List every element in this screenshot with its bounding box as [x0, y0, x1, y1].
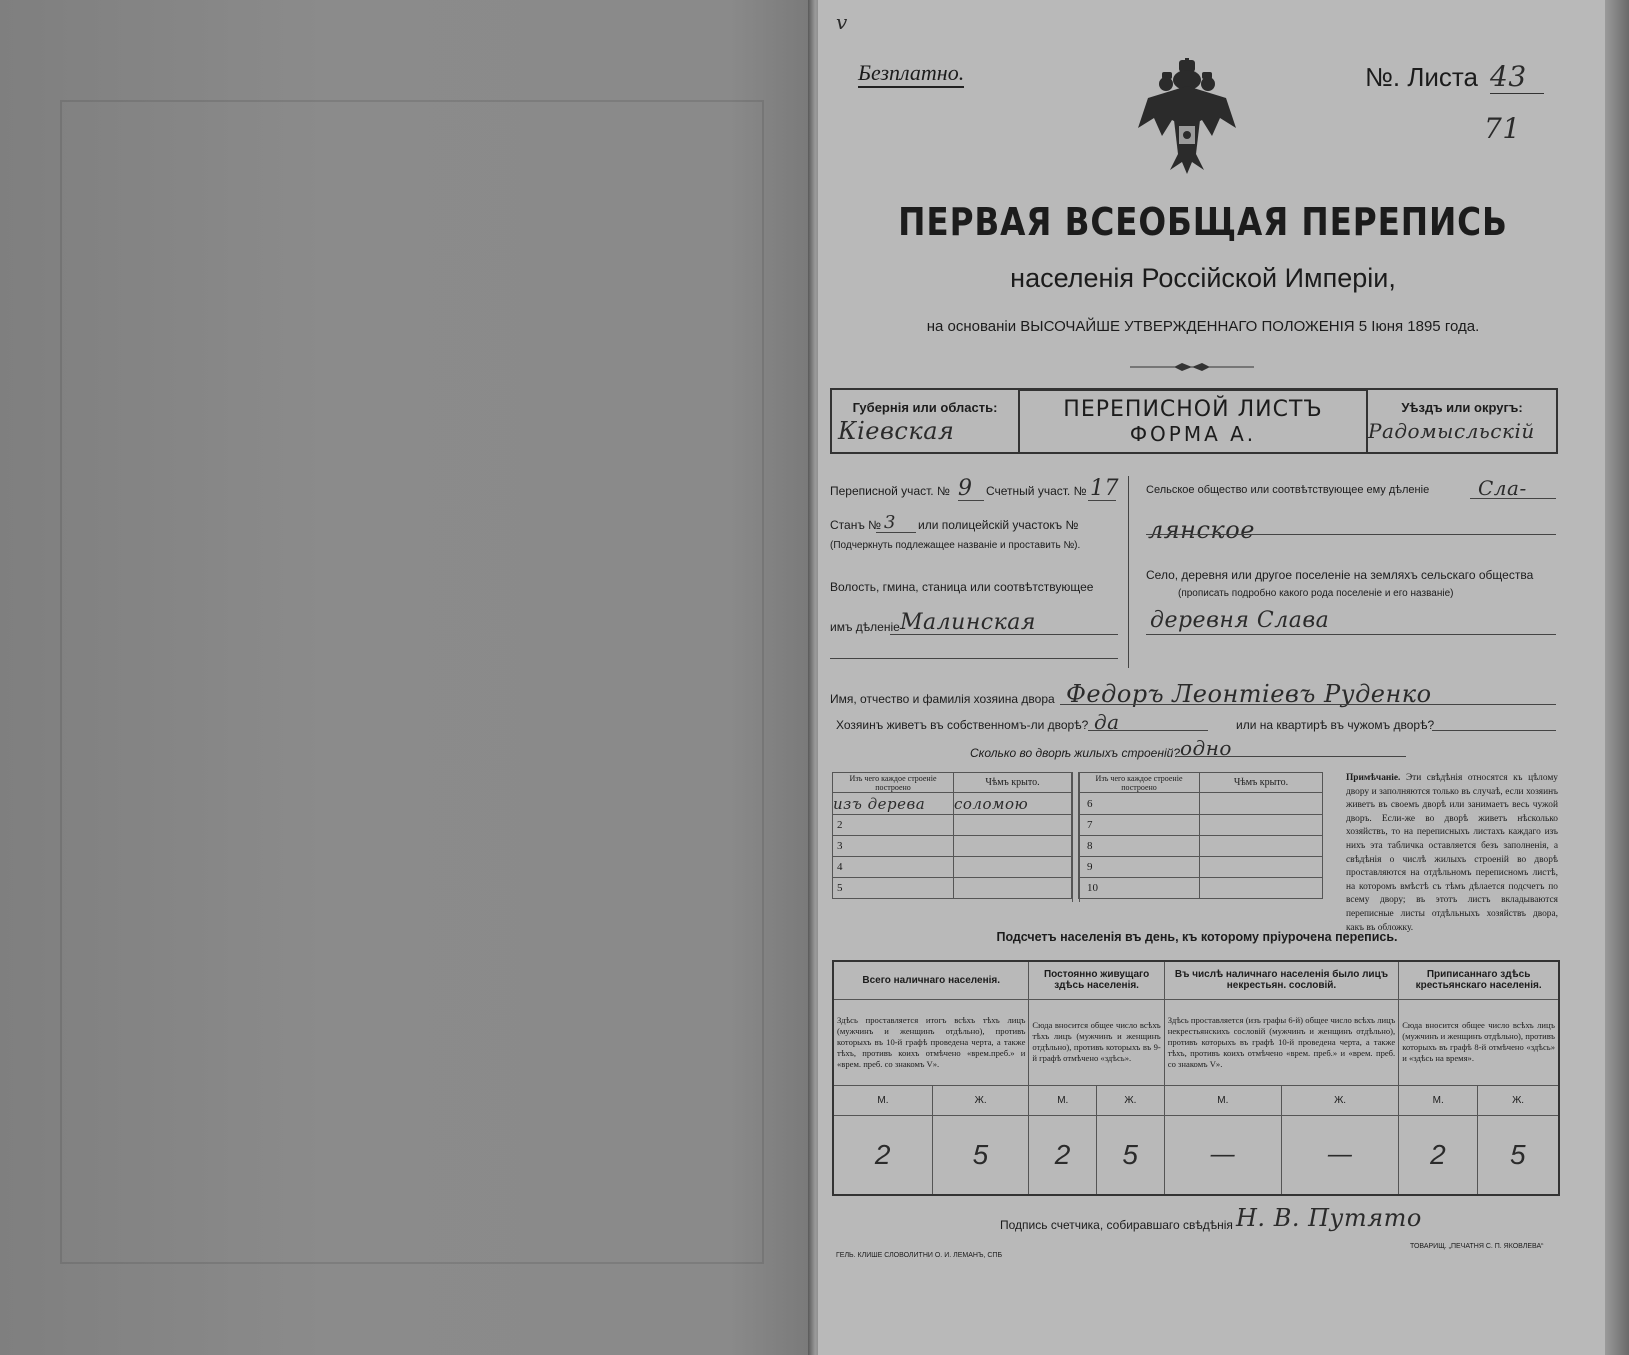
- census-value: —: [1281, 1115, 1398, 1195]
- signature-label: Подпись счетчика, собиравшаго свѣдѣнія: [1000, 1218, 1233, 1232]
- sheet-number-extra: 71: [1484, 112, 1521, 145]
- obshchestvo-value-1: Сла-: [1478, 476, 1527, 500]
- census-value: 5: [1097, 1115, 1165, 1195]
- note-block: [1346, 772, 1558, 935]
- table-cell: 6: [1079, 793, 1200, 815]
- volost-label-2: имъ дѣленіе: [830, 620, 900, 634]
- note-title: Примѣчаніе.: [1346, 773, 1401, 783]
- form-letter: ФОРМА А.: [1129, 422, 1257, 446]
- volost-value: Малинская: [900, 610, 1036, 635]
- imperial-eagle-icon: [1132, 58, 1242, 176]
- gubernia-box: [830, 388, 1020, 454]
- owner-name-label: Имя, отчество и фамилія хозяина двора: [830, 692, 1055, 706]
- sheet-number-label: №. Листа: [1365, 62, 1479, 92]
- footer-right: ТОВАРИЩ. „ПЕЧАТНЯ С. П. ЯКОВЛЕВА“: [1410, 1243, 1544, 1250]
- zh-label: Ж.: [932, 1085, 1029, 1115]
- zh-label: Ж.: [1097, 1085, 1165, 1115]
- form-divider: [1128, 476, 1129, 668]
- police-label: или полицейскій участокъ №: [918, 518, 1079, 532]
- uchastok-value: 9: [958, 476, 973, 501]
- table-cell: 5: [833, 878, 954, 899]
- census-header-4: Приписаннаго здѣсь крестьянскаго населенія.: [1399, 961, 1559, 999]
- legal-basis: на основаніи ВЫСОЧАЙШЕ УТВЕРЖДЕННАГО ПОЛОЖЕНІЯ 5 Іюня 1895 года.: [926, 318, 1480, 335]
- uezd-value: Радомысльскій: [1368, 419, 1535, 443]
- table-cell: соломою: [954, 793, 1072, 815]
- form-subtitle: населенія Россійской Имперіи,: [1010, 263, 1396, 293]
- table-cell: изъ дерева: [833, 793, 954, 815]
- census-header-2: Постоянно живущаго здѣсь населенія.: [1029, 961, 1164, 999]
- form-type-box: [1018, 388, 1368, 454]
- stan-value: 3: [884, 512, 896, 533]
- census-desc-1: Здѣсь проставляется итогъ всѣхъ тѣхъ лицъ (мужчинъ и женщинъ отдѣльно), противъ которыхъ въ 10-й графѣ проведена черта, а также тѣхъ, противъ коихъ отмѣчено «врем.преб.» и «врем. преб. со знакомъ V».: [833, 999, 1029, 1085]
- ornament-divider: [1130, 362, 1254, 372]
- obshchestvo-value-2: лянское: [1148, 516, 1255, 544]
- buildings-value: одно: [1180, 736, 1232, 760]
- apartment-label: или на квартирѣ въ чужомъ дворѣ?: [1236, 718, 1435, 732]
- table-cell: 7: [1079, 815, 1200, 836]
- table-cell: 8: [1079, 836, 1200, 857]
- m-label: М.: [833, 1085, 932, 1115]
- census-value: 5: [1478, 1115, 1559, 1195]
- owner-name-value: Федоръ Леонтіевъ Руденко: [1066, 680, 1432, 708]
- selo-value: деревня Слава: [1150, 608, 1330, 633]
- selo-label: Село, деревня или другое поселеніе на земляхъ сельскаго общества: [1146, 568, 1534, 582]
- census-desc-2: Сюда вносится общее число всѣхъ тѣхъ лицъ (мужчинъ и женщинъ отдѣльно), противъ которыхъ въ 9-й графѣ отмѣчено «здѣсь».: [1029, 999, 1164, 1085]
- left-page: [0, 0, 810, 1355]
- table-cell: 2: [833, 815, 954, 836]
- page-edge: [1605, 0, 1629, 1355]
- census-value: 2: [1029, 1115, 1097, 1195]
- uchastok-label: Переписной участ. №: [830, 484, 950, 498]
- buildings-table-left: [832, 772, 1072, 899]
- bleed-through-form: [60, 100, 764, 1264]
- census-title: Подсчетъ населенія въ день, къ которому пріурочена перепись.: [996, 930, 1398, 944]
- buildings-label: Сколько во дворѣ жилыхъ строеній?: [970, 746, 1180, 760]
- selo-note: (прописать подробно какого рода поселеніе и его названіе): [1178, 588, 1454, 599]
- obshchestvo-label: Сельское общество или соотвѣтствующее ему дѣленіе: [1146, 484, 1430, 496]
- zh-label: Ж.: [1478, 1085, 1559, 1115]
- footer-left: ГЕЛЬ. КЛИШЕ СЛОВОЛИТНИ О. И. ЛЕМАНЪ, СПБ: [836, 1252, 1003, 1259]
- stan-label: Станъ №: [830, 518, 882, 532]
- census-value: 2: [1399, 1115, 1478, 1195]
- check-mark: v: [836, 10, 848, 34]
- census-header-3: Въ числѣ наличнаго населенія было лицъ некрестьян. сословій.: [1164, 961, 1398, 999]
- form-title: ПЕРВАЯ ВСЕОБЩАЯ ПЕРЕПИСЬ: [898, 200, 1508, 244]
- form-list-title: ПЕРЕПИСНОЙ ЛИСТЪ: [1063, 397, 1323, 422]
- gubernia-value: Кіевская: [838, 417, 955, 445]
- owner-lives-value: да: [1094, 710, 1120, 734]
- table-cell: 4: [833, 857, 954, 878]
- owner-lives-label: Хозяинъ живетъ въ собственномъ-ли дворѣ?: [836, 718, 1089, 732]
- m-label: М.: [1029, 1085, 1097, 1115]
- census-value: 2: [833, 1115, 932, 1195]
- census-table: [832, 960, 1560, 1196]
- col-material: Изъ чего каждое строеніе построено: [1079, 773, 1200, 793]
- stan-note: (Подчеркнуть подлежащее названіе и проставить №).: [830, 540, 1081, 551]
- census-value: —: [1164, 1115, 1281, 1195]
- table-cell: 3: [833, 836, 954, 857]
- census-desc-3: Здѣсь проставляется (изъ графы 6-й) общее число всѣхъ лицъ некрестьянскихъ сословій (мужчинъ и женщинъ отдѣльно), противъ которыхъ въ графѣ 10-й проведена черта, а также тѣхъ, противъ коихъ отмѣчено «врем. преб.» и «врем. преб. со знакомъ V».: [1164, 999, 1398, 1085]
- buildings-table-right: [1078, 772, 1323, 899]
- schet-label: Счетный участ. №: [986, 484, 1087, 498]
- census-value: 5: [932, 1115, 1029, 1195]
- gubernia-label: Губернія или область:: [852, 400, 998, 415]
- schet-value: 17: [1090, 476, 1119, 501]
- stamp-free: Безплатно.: [858, 60, 964, 88]
- uezd-box: [1366, 388, 1558, 454]
- volost-label: Волость, гмина, станица или соотвѣтствующее: [830, 580, 1094, 594]
- census-header-1: Всего наличнаго населенія.: [833, 961, 1029, 999]
- signature-value: Н. В. Путято: [1236, 1204, 1422, 1232]
- col-roof: Чѣмъ крыто.: [954, 773, 1072, 793]
- m-label: М.: [1399, 1085, 1478, 1115]
- note-text: Эти свѣдѣнія относятся къ цѣлому двору и заполняются только въ случаѣ, если хозяинъ живетъ въ своемъ дворѣ или занимаетъ весь чужой дворъ. Если-же во дворѣ живетъ нѣсколько хозяйствъ, то на переписныхъ листахъ каждаго изъ нихъ эта табличка оставляется безъ заполненія, а свѣдѣнія о числѣ жилыхъ строеній во дворѣ проставляются на отдѣльномъ переписномъ листѣ, на которомъ вмѣстѣ съ тѣмъ дѣлается подсчетъ по всему двору; въ этотъ листъ вкладываются переписные листы отдѣльныхъ хозяйствъ двора, какъ въ обложку.: [1346, 773, 1558, 933]
- zh-label: Ж.: [1281, 1085, 1398, 1115]
- col-roof: Чѣмъ крыто.: [1200, 773, 1323, 793]
- table-cell: 9: [1079, 857, 1200, 878]
- table-cell: 10: [1079, 878, 1200, 899]
- col-material: Изъ чего каждое строеніе построено: [833, 773, 954, 793]
- m-label: М.: [1164, 1085, 1281, 1115]
- uezd-label: Уѣздъ или округъ:: [1401, 400, 1523, 415]
- census-desc-4: Сюда вносится общее число всѣхъ лицъ (мужчинъ и женщинъ отдѣльно), противъ которыхъ въ графѣ 8-й отмѣчено «здѣсь» и «здѣсь на время».: [1399, 999, 1559, 1085]
- sheet-number-value: 43: [1490, 60, 1544, 94]
